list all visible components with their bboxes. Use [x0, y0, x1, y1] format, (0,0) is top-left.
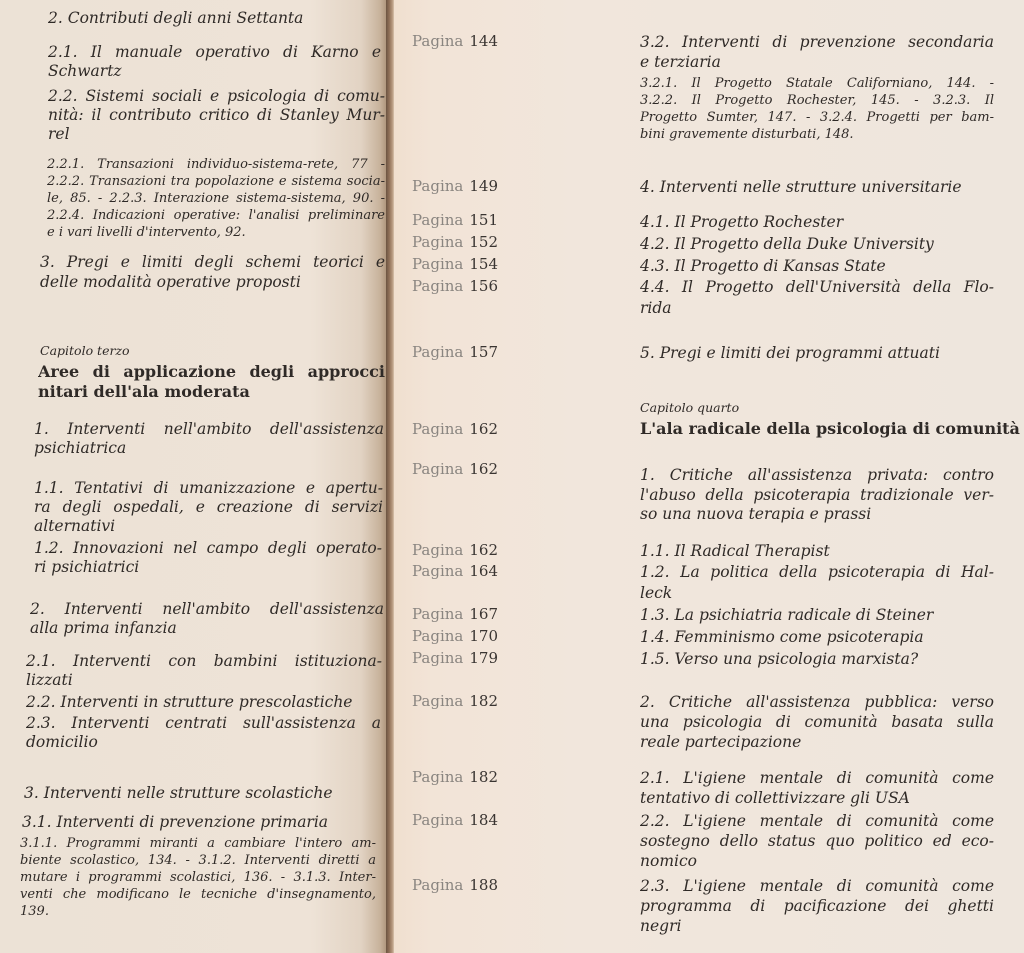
- toc-entry-line: e terziaria: [640, 53, 721, 71]
- toc-entry-line: ra degli ospedali, e creazione di servizi: [34, 498, 383, 516]
- page-label: Pagina: [412, 876, 464, 894]
- page-number: 179: [469, 649, 499, 667]
- toc-entry-c4-1-5: [640, 649, 918, 670]
- toc-entry-line: 2.2. Interventi in strutture prescolastiche: [26, 693, 353, 711]
- toc-entry-line: Aree di applicazione degli approcci: [38, 362, 385, 381]
- toc-entry-ch3-title: [38, 362, 385, 402]
- toc-entry-line: e i vari livelli d'intervento, 92.: [47, 225, 246, 240]
- page-number-entry: [412, 277, 498, 295]
- toc-entry-line: ri psichiatrici: [34, 558, 140, 576]
- toc-entry-line: venti che modificano le tecniche d'insegnamento,: [20, 887, 376, 902]
- page-number-entry: [412, 811, 498, 829]
- toc-entry-line: Capitolo quarto: [640, 400, 740, 415]
- page-label: Pagina: [412, 211, 464, 229]
- page-number: 188: [469, 876, 499, 894]
- toc-entry-line: 3. Pregi e limiti degli schemi teorici e: [40, 253, 385, 271]
- toc-entry-line: bini gravemente disturbati, 148.: [640, 127, 854, 142]
- toc-entry-line: 1.1. Il Radical Therapist: [640, 542, 830, 560]
- page-number: 157: [469, 343, 499, 361]
- toc-entry-line: 1.5. Verso una psicologia marxista?: [640, 650, 919, 668]
- toc-entry-line: L'ala radicale della psicologia di comunità: [640, 419, 1020, 438]
- page-number: 184: [469, 811, 499, 829]
- toc-entry-line: sostegno dello status quo politico ed eco-: [640, 832, 994, 850]
- toc-entry-line: nitari dell'ala moderata: [38, 382, 250, 401]
- toc-entry-c3-2: [30, 600, 384, 638]
- toc-entry-line: 5. Pregi e limiti dei programmi attuati: [640, 344, 940, 362]
- toc-entry-c3-1-2: [34, 539, 382, 577]
- toc-entry-s2-2: [48, 87, 385, 144]
- page-label: Pagina: [412, 233, 464, 251]
- toc-entry-line: nità: il contributo critico di Stanley Mur-: [48, 106, 385, 124]
- toc-entry-line: 2.2. L'igiene mentale di comunità come: [640, 812, 994, 830]
- page-label: Pagina: [412, 460, 464, 478]
- toc-entry-s2-2-sub: [47, 156, 385, 241]
- toc-entry-c3-2-1: [26, 652, 382, 690]
- toc-entry-line: negri: [640, 917, 682, 935]
- toc-entry-c3-4-2: [640, 233, 934, 255]
- page-number: 162: [469, 420, 499, 438]
- page-label: Pagina: [412, 649, 464, 667]
- toc-entry-c3-3: [24, 783, 333, 803]
- toc-entry-line: 1.4. Femminismo come psicoterapia: [640, 628, 924, 646]
- page-number: 154: [469, 255, 499, 273]
- toc-entry-line: 2.3. L'igiene mentale di comunità come: [640, 877, 994, 895]
- page-number: 167: [469, 605, 499, 623]
- page-number-entry: [412, 211, 498, 229]
- toc-entry-c3-3-1-sub: [20, 835, 376, 920]
- toc-entry-line: 2.1. Interventi con bambini istituziona-: [26, 652, 382, 670]
- page-label: Pagina: [412, 343, 464, 361]
- toc-entry-line: 3.1. Interventi di prevenzione primaria: [22, 813, 329, 831]
- toc-entry-c4-2-3: [640, 876, 994, 936]
- toc-entry-line: 2.2.1. Transazioni individuo-sistema-rete, 77 -: [47, 157, 385, 172]
- page-number: 151: [469, 211, 499, 229]
- toc-entry-line: psichiatrica: [34, 439, 127, 457]
- toc-entry-line: 4.1. Il Progetto Rochester: [640, 213, 844, 231]
- toc-entry-c4-1-3: [640, 605, 933, 626]
- page-number: 162: [469, 460, 499, 478]
- page-number-entry: [412, 255, 498, 273]
- toc-entry-line: Capitolo terzo: [40, 343, 130, 358]
- toc-entry-line: lizzati: [26, 671, 73, 689]
- toc-entry-c3-3-2: [640, 32, 994, 72]
- page-number-entry: [412, 233, 498, 251]
- toc-entry-line: Progetto Sumter, 147. - 3.2.4. Progetti per bam-: [640, 110, 994, 125]
- page-label: Pagina: [412, 32, 464, 50]
- page-number-entry: [412, 460, 498, 478]
- page-number-entry: [412, 627, 498, 645]
- toc-entry-ch4-title: [640, 419, 1020, 439]
- toc-entry-line: domicilio: [26, 733, 98, 751]
- toc-entry-line: 2. Interventi nell'ambito dell'assistenza: [30, 600, 384, 618]
- toc-entry-c3-3-1: [22, 812, 328, 832]
- page-number: 152: [469, 233, 499, 251]
- page-label: Pagina: [412, 692, 464, 710]
- page-label: Pagina: [412, 605, 464, 623]
- toc-entry-c3-2-3: [26, 714, 381, 752]
- toc-entry-line: alternativi: [34, 517, 116, 535]
- page-number: 182: [469, 768, 499, 786]
- page-number-entry: [412, 420, 498, 438]
- toc-entry-line: 1. Interventi nell'ambito dell'assistenza: [34, 420, 384, 438]
- page-number-entry: [412, 562, 498, 580]
- toc-entry-line: 2.1. L'igiene mentale di comunità come: [640, 769, 994, 787]
- toc-entry-line: delle modalità operative proposti: [40, 273, 301, 291]
- toc-entry-c4-1-1: [640, 541, 830, 562]
- toc-entry-c3-2-2: [26, 693, 352, 712]
- page-label: Pagina: [412, 177, 464, 195]
- toc-entry-line: 4. Interventi nelle strutture universitarie: [640, 178, 962, 196]
- page-number-entry: [412, 876, 498, 894]
- page-number-entry: [412, 343, 498, 361]
- page-number: 170: [469, 627, 499, 645]
- toc-entry-line: rida: [640, 299, 672, 317]
- toc-entry-s2: [48, 8, 303, 28]
- toc-entry-line: 4.3. Il Progetto di Kansas State: [640, 257, 886, 275]
- toc-entry-line: reale partecipazione: [640, 733, 802, 751]
- toc-entry-line: 2.2.4. Indicazioni operative: l'analisi preliminare: [47, 208, 385, 223]
- toc-entry-s2-1: [48, 43, 381, 81]
- toc-entry-line: l'abuso della psicoterapia tradizionale ver-: [640, 485, 994, 504]
- toc-entry-line: mutare i programmi scolastici, 136. - 3.1.3. Inter-: [20, 870, 376, 885]
- page-number: 144: [469, 32, 499, 50]
- toc-entry-line: Schwartz: [48, 62, 122, 80]
- toc-entry-line: 3. Interventi nelle strutture scolastiche: [24, 784, 333, 802]
- toc-entry-line: 1. Critiche all'assistenza privata: contro: [640, 466, 994, 484]
- page-number-entry: [412, 649, 498, 667]
- toc-entry-c3-5: [640, 343, 940, 363]
- toc-entry-c4-1: [640, 466, 994, 525]
- page-number-entry: [412, 768, 498, 786]
- toc-entry-line: so una nuova terapia e prassi: [640, 505, 872, 523]
- toc-entry-line: 139.: [20, 904, 49, 919]
- page-number: 156: [469, 277, 499, 295]
- toc-entry-line: 2.1. Il manuale operativo di Karno e: [48, 43, 381, 61]
- toc-entry-c3-4-4: [640, 277, 994, 319]
- page-number-entry: [412, 177, 498, 195]
- page-number-entry: [412, 692, 498, 710]
- toc-entry-line: tentativo di collettivizzare gli USA: [640, 789, 910, 807]
- toc-entry-c3-4-1: [640, 211, 843, 233]
- toc-entry-line: 2.2.2. Transazioni tra popolazione e sistema socia-: [47, 174, 385, 189]
- toc-entry-line: nomico: [640, 852, 697, 870]
- toc-entry-c4-2: [640, 692, 994, 752]
- page-number: 182: [469, 692, 499, 710]
- toc-entry-line: programma di pacificazione dei ghetti: [640, 897, 994, 915]
- page-number: 162: [469, 541, 499, 559]
- toc-entry-line: leck: [640, 584, 673, 602]
- page-label: Pagina: [412, 255, 464, 273]
- toc-entry-line: 2.3. Interventi centrati sull'assistenza a: [26, 714, 381, 732]
- page-label: Pagina: [412, 768, 464, 786]
- toc-entry-line: 3.2. Interventi di prevenzione secondaria: [640, 33, 994, 51]
- toc-entry-line: 1.3. La psichiatria radicale di Steiner: [640, 606, 934, 624]
- toc-entry-c4-1-2: [640, 562, 994, 604]
- page-number: 149: [469, 177, 499, 195]
- toc-entry-line: rel: [48, 125, 70, 143]
- toc-entry-line: alla prima infanzia: [30, 619, 177, 637]
- page-label: Pagina: [412, 420, 464, 438]
- toc-entry-c3-4-3: [640, 255, 886, 277]
- toc-entry-s3: [40, 252, 385, 292]
- toc-entry-ch3-label: [40, 342, 130, 359]
- toc-entry-line: 3.1.1. Programmi miranti a cambiare l'intero am-: [20, 836, 376, 851]
- toc-entry-line: 2. Critiche all'assistenza pubblica: verso: [640, 693, 994, 711]
- page-label: Pagina: [412, 562, 464, 580]
- toc-entry-line: 2.2. Sistemi sociali e psicologia di comu-: [48, 87, 385, 105]
- toc-entry-c4-2-1: [640, 768, 994, 808]
- toc-entry-line: 2. Contributi degli anni Settanta: [48, 9, 304, 27]
- toc-entry-line: 4.4. Il Progetto dell'Università della Flo-: [640, 278, 994, 296]
- toc-entry-line: 4.2. Il Progetto della Duke University: [640, 235, 934, 253]
- page-label: Pagina: [412, 541, 464, 559]
- page-label: Pagina: [412, 627, 464, 645]
- toc-entry-line: 1.2. La politica della psicoterapia di Hal-: [640, 563, 994, 581]
- toc-entry-line: 1.1. Tentativi di umanizzazione e apertu-: [34, 479, 383, 497]
- toc-entry-line: una psicologia di comunità basata sulla: [640, 713, 994, 731]
- toc-entry-ch4-label: [640, 399, 739, 416]
- toc-entry-line: 3.2.2. Il Progetto Rochester, 145. - 3.2.3. Il: [640, 93, 994, 108]
- page-number-entry: [412, 541, 498, 559]
- toc-entry-c4-1-4: [640, 627, 924, 648]
- page-number-entry: [412, 32, 498, 50]
- toc-entry-c4-2-2: [640, 811, 994, 871]
- page-number: 164: [469, 562, 499, 580]
- toc-entry-c3-4: [640, 177, 962, 197]
- toc-entry-line: biente scolastico, 134. - 3.1.2. Interventi diretti a: [20, 853, 376, 868]
- toc-entry-line: le, 85. - 2.2.3. Interazione sistema-sistema, 90. -: [47, 191, 385, 206]
- toc-entry-c3-1: [34, 420, 384, 458]
- toc-entry-line: 3.2.1. Il Progetto Statale Californiano, 144. -: [640, 76, 994, 91]
- page-number-entry: [412, 605, 498, 623]
- toc-entry-c3-1-1: [34, 479, 383, 536]
- page-label: Pagina: [412, 277, 464, 295]
- page-label: Pagina: [412, 811, 464, 829]
- toc-entry-c3-3-2-sub: [640, 75, 994, 143]
- book-spine: [386, 0, 394, 953]
- toc-entry-line: 1.2. Innovazioni nel campo degli operato-: [34, 539, 382, 557]
